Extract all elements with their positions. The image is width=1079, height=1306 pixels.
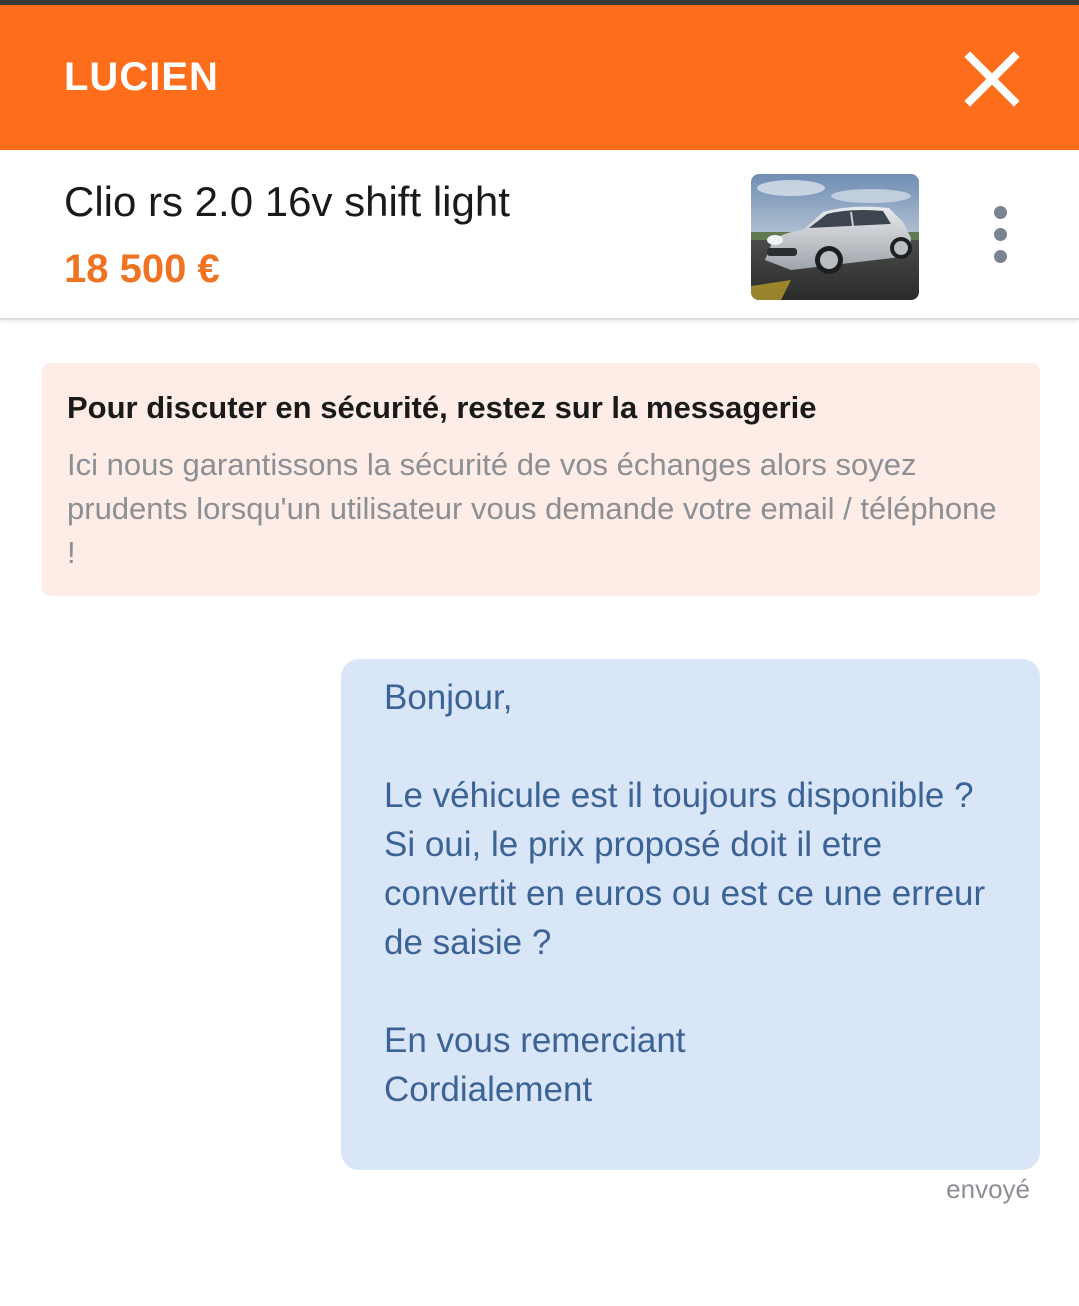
- safety-notice-body: Ici nous garantissons la sécurité de vos échanges alors soyez prudents lorsqu'un utilisateur vous demande votre email / téléphone !: [67, 447, 997, 570]
- car-photo: [751, 174, 919, 300]
- more-vertical-icon: [994, 206, 1007, 219]
- close-icon: [956, 43, 1028, 115]
- message-status: envoyé: [946, 1174, 1030, 1204]
- safety-notice-title: Pour discuter en sécurité, restez sur la messagerie: [67, 390, 817, 425]
- message-text: Bonjour, Le véhicule est il toujours disponible ? Si oui, le prix proposé doit il etre convertit en euros ou est ce une erreur de saisie ? En vous remerciant Cordialement: [384, 678, 986, 1109]
- contact-name: LUCIEN: [64, 55, 219, 99]
- ad-price: 18 500 €: [64, 247, 220, 291]
- ad-title: Clio rs 2.0 16v shift light: [64, 178, 510, 225]
- safety-notice: [42, 363, 1040, 596]
- ad-summary[interactable]: [0, 150, 1079, 320]
- more-options-button[interactable]: [986, 206, 1014, 262]
- ad-thumbnail[interactable]: [751, 174, 919, 300]
- close-button[interactable]: [956, 43, 1028, 115]
- sent-message-bubble[interactable]: [341, 659, 1040, 1170]
- conversation-header: [0, 5, 1079, 150]
